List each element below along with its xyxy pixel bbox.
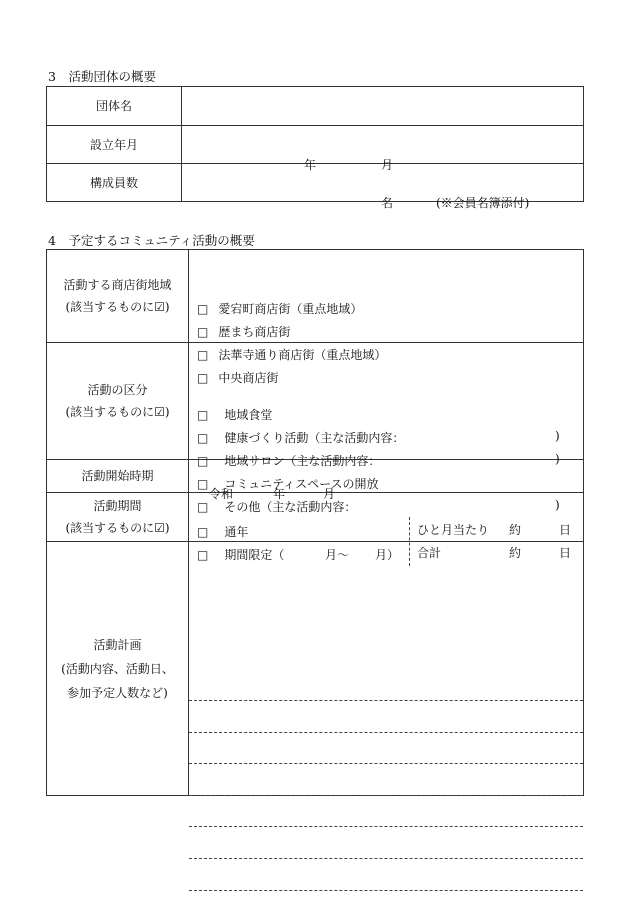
period-label-line2: (該当するものに☑) (65, 521, 170, 535)
total-approx: 約 (509, 546, 522, 560)
org-name-label: 団体名 (47, 87, 182, 126)
category-label (47, 343, 189, 460)
area-option[interactable]: □ 法華寺通り商店街（重点地域） (197, 348, 387, 362)
period-label-line1: 活動期間 (93, 499, 142, 513)
period-limited-end: 月） (375, 548, 400, 562)
category-option[interactable]: □ コミュニティスペースの開放 (197, 477, 379, 491)
activity-table (46, 249, 584, 796)
category-option[interactable]: □ 健康づくり活動（主な活動内容： (197, 431, 405, 445)
plan-dashed-line (189, 795, 583, 796)
members-unit: 名 (381, 195, 394, 210)
category-option[interactable]: □ 地域サロン（主な活動内容： (197, 454, 381, 468)
period-option-year[interactable]: □ 通年 (197, 525, 249, 539)
per-month-approx: 約 (509, 523, 522, 537)
start-era: 令和 (209, 487, 234, 501)
section4-heading: 4 予定するコミュニティ活動の概要 (48, 233, 255, 248)
org-name-field[interactable] (182, 87, 584, 126)
checkbox-icon[interactable]: □ (197, 454, 209, 468)
category-option[interactable]: □ その他（主な活動内容： (197, 500, 357, 514)
plan-dashed-line (189, 826, 583, 827)
area-label (47, 250, 189, 343)
start-month-unit: 月 (323, 487, 336, 501)
organization-table (46, 86, 584, 210)
members-label: 構成員数 (47, 164, 182, 202)
category-label-line2: (該当するものに☑) (65, 405, 170, 419)
plan-dashed-line (189, 890, 583, 891)
close-paren: ) (555, 498, 560, 512)
plan-label (47, 542, 189, 796)
plan-dashed-line (189, 732, 583, 733)
checkbox-icon[interactable]: □ (197, 325, 209, 339)
per-month-day-unit: 日 (559, 523, 572, 537)
established-year-unit: 年 (304, 157, 317, 172)
plan-dashed-line (189, 700, 583, 701)
start-label: 活動開始時期 (47, 460, 189, 493)
established-field[interactable] (182, 126, 584, 172)
plan-dashed-line (189, 858, 583, 859)
section3-heading: 3 活動団体の概要 (48, 69, 156, 84)
area-option[interactable]: □ 歴まち商店街 (197, 325, 291, 339)
plan-label-line2: (活動内容、活動日、 (61, 661, 174, 676)
plan-label-line1: 活動計画 (93, 637, 142, 652)
area-option[interactable]: □ 愛宕町商店街（重点地域） (197, 302, 363, 316)
start-year-unit: 年 (273, 487, 286, 501)
per-month-label: ひと月当たり (417, 523, 490, 537)
plan-field[interactable] (189, 542, 584, 796)
established-month-unit: 月 (381, 157, 394, 172)
checkbox-icon[interactable]: □ (197, 500, 209, 514)
checkbox-icon[interactable]: □ (197, 408, 209, 422)
period-limited-mid: 月～ (325, 548, 350, 562)
period-option-limited[interactable]: □ 期間限定（ (197, 548, 285, 562)
established-label: 設立年月 (47, 126, 182, 164)
total-day-unit: 日 (559, 546, 572, 560)
area-option[interactable]: □ 中央商店街 (197, 371, 279, 385)
area-options (189, 250, 584, 385)
close-paren: ) (555, 452, 560, 466)
category-label-line1: 活動の区分 (87, 383, 148, 397)
period-label (47, 493, 189, 542)
checkbox-icon[interactable]: □ (197, 525, 209, 539)
members-note: (※会員名簿添付) (436, 195, 530, 210)
checkbox-icon[interactable]: □ (197, 348, 209, 362)
total-label: 合計 (417, 546, 442, 560)
period-divider (409, 517, 410, 566)
category-option[interactable]: □ 地域食堂 (197, 408, 273, 422)
plan-label-line3: 参加予定人数など) (67, 685, 168, 700)
checkbox-icon[interactable]: □ (197, 371, 209, 385)
checkbox-icon[interactable]: □ (197, 431, 209, 445)
checkbox-icon[interactable]: □ (197, 548, 209, 562)
checkbox-icon[interactable]: □ (197, 477, 209, 491)
checkbox-icon[interactable]: □ (197, 302, 209, 316)
plan-dashed-line (189, 763, 583, 764)
area-label-line2: (該当するものに☑) (65, 300, 170, 314)
close-paren: ) (555, 429, 560, 443)
area-label-line1: 活動する商店街地域 (63, 278, 172, 292)
